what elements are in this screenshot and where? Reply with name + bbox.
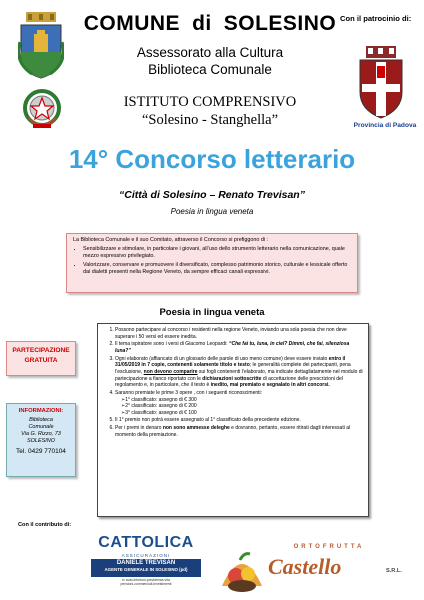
intro-bullets — [73, 246, 351, 276]
intro-box — [66, 233, 358, 293]
provincia-label: Provincia di Padova — [353, 122, 417, 129]
free-label: GRATUITA — [24, 357, 58, 364]
rule-item — [115, 341, 363, 354]
rule-1-text: Possono partecipare al concorso i residenti nella regione Veneto, inviando una sola poesia che non deve superare i 50 versi ed essere inedita. — [115, 327, 347, 340]
comune-word-2: di — [192, 12, 212, 35]
cattolica-sponsor — [91, 534, 201, 586]
agent-name: DANIELE TREVISAN — [116, 560, 176, 566]
intro-bullet: • Sensibilizzare e stimolare, in particolare i giovani, all’uso dello strumento letterario nella comunicazione, quale mezzo espressivo privilegiato. — [83, 246, 351, 260]
participation-label: PARTECIPAZIONE — [12, 347, 70, 354]
info-biblioteca: Biblioteca — [29, 417, 53, 423]
participation-box — [6, 341, 76, 376]
comune-word-1: COMUNE — [83, 12, 181, 35]
rule-3-text: Ogni elaborato (affiancato di un glossario delle parole di uso meno comune) deve essere inviato — [115, 355, 329, 362]
assessorato-line: Assessorato alla Cultura — [136, 45, 284, 60]
info-phone: Tel. 0429 770104 — [16, 448, 66, 455]
rule-3-deadline: entro il 31/05/2019 in 7 copie, contenenti solamente titolo e testo — [115, 355, 346, 369]
concorso-title: 14° Concorso letterario — [68, 144, 356, 174]
info-comunale: Comunale — [28, 424, 54, 430]
rule-6-text: Per i premi in denaro — [115, 425, 163, 432]
contributo-label: Con il contributo di: — [18, 522, 72, 528]
comune-word-3: SOLESINO — [223, 12, 337, 35]
istituto-block — [80, 93, 340, 129]
solesino-crest-icon — [18, 12, 64, 80]
rule-item — [115, 327, 363, 340]
info-box — [6, 403, 76, 477]
rules-box — [97, 323, 369, 517]
castello-name: Castello — [268, 554, 342, 579]
rules-list — [98, 327, 363, 438]
rule-item — [115, 390, 363, 416]
italian-republic-emblem-icon — [20, 86, 64, 130]
cattolica-subtitle: ASSICURAZIONI — [121, 553, 171, 558]
rule-4-text: Saranno premiate le prime 3 opere , con i seguenti riconoscimenti: — [115, 389, 263, 396]
castello-fruit-logo-icon — [218, 546, 266, 594]
rule-6-emphasis: non sono ammesse deleghe — [162, 425, 230, 432]
rule-3-emphasis: non devono comparire — [143, 368, 198, 375]
biblioteca-line: Biblioteca Comunale — [148, 62, 272, 77]
rule-3-text: ; le generalità complete dei partecipanti, pena l’esclusione, — [115, 362, 351, 375]
concorso-dedication: “Città di Solesino – Renato Trevisan” — [119, 189, 305, 201]
prize-item: ➢ 1° classificato: assegno di € 300 — [121, 397, 363, 404]
rule-3-text: sui fogli contenenti l’elaborato, ma indicate dettagliatamente nel modulo di partecipazione a fianco riportato con le — [115, 368, 363, 382]
prize-item: ➢ 2° classificato: assegno di € 200 — [121, 403, 363, 410]
castello-tagline: ORTOFRUTTA — [293, 544, 365, 550]
comune-title — [80, 12, 340, 36]
intro-bullet: • Valorizzare, conservare e promuovere il diversificato, complesso patrimonio storico, culturale e lessicale offerto dai dialetti presenti nella Regione Veneto, da sempre efficaci canali espressivi. — [83, 262, 351, 276]
rule-5-text: Il 1° premio non potrà essere assegnato al 1° classificato della precedente edizione. — [115, 417, 301, 424]
leopardi-quote: “Che fai tu, luna, in ciel? Dimmi, che fai, silenziosa luna?” — [115, 341, 350, 354]
rules-heading: Poesia in lingua veneta — [159, 307, 265, 318]
rule-item — [115, 425, 363, 438]
agent-role: AGENTE GENERALE IN SOLESINO (pd) — [104, 567, 188, 572]
cattolica-logo-icon: CATTOLICA — [98, 534, 194, 551]
assessorato-block — [80, 44, 340, 78]
info-label: INFORMAZIONI: — [18, 408, 64, 414]
rule-2-text: Il tema ispiratore sono i versi di Giacomo Leopardi: — [115, 341, 229, 348]
patrocinio-label: Con il patrocinio di: — [340, 14, 412, 23]
prize-item: ➢ 3° classificato: assegno di € 100 — [121, 410, 363, 417]
istituto-name: “Solesino - Stanghella” — [141, 112, 279, 128]
info-address: Via G. Rizzo, 73 — [21, 431, 61, 437]
prize-list — [115, 397, 363, 417]
agent-services: rc auto-infortuni-previdenza-vita — [122, 578, 170, 582]
rule-item — [115, 417, 363, 424]
rule-3-emphasis: dichiarazioni sottoscritte — [202, 375, 262, 382]
agent-banner — [91, 559, 201, 577]
rule-6-text: e dovranno, pertanto, essere ritirati dagli interessati al momento della premiazione. — [115, 425, 351, 438]
rule-3-emphasis: inedito, mai premiato e segnalato in altri concorsi. — [210, 382, 330, 389]
rule-3-text: di accettazione delle prescrizioni del regolamento e, in particolare, che il testo è — [115, 375, 343, 389]
istituto-line: ISTITUTO COMPRENSIVO — [123, 94, 297, 110]
castello-sponsor — [218, 544, 418, 596]
rule-item — [115, 356, 363, 389]
castello-srl: S.R.L. — [386, 568, 402, 574]
info-city: SOLESINO — [26, 438, 56, 444]
intro-text: La Biblioteca Comunale e il suo Comitato, attraverso il Concorso si prefiggono di : — [73, 237, 269, 243]
agent-services-2: pensioni-commerciali-investimenti — [120, 582, 172, 586]
padova-province-crest-icon — [356, 46, 406, 120]
concorso-subtitle: Poesia in lingua veneta — [170, 207, 254, 216]
